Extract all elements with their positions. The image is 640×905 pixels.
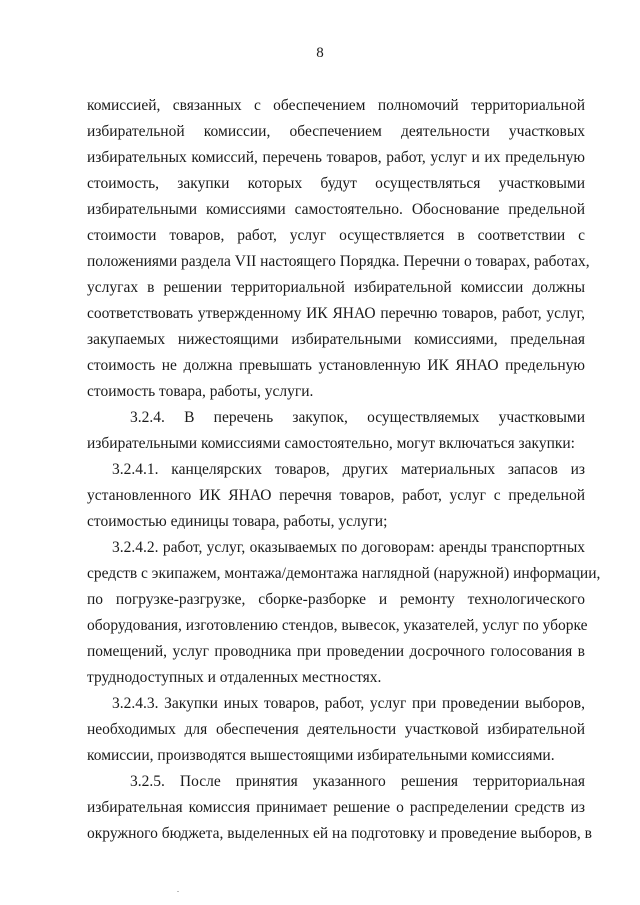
paragraph-start-3-2-4: 3.2.4. В перечень закупок, осуществляемых участковыми bbox=[130, 409, 585, 426]
text-line: услугах в решении территориальной избирательной комиссии должны bbox=[87, 279, 585, 296]
text-line: закупаемых нижестоящими избирательными комиссиями, предельная bbox=[87, 331, 585, 348]
text-line: оборудования, изготовлению стендов, вывесок, указателей, услуг по уборке bbox=[87, 617, 588, 634]
text-line: избирательная комиссия принимает решение о распределении средств из bbox=[87, 799, 585, 816]
text-line: избирательными комиссиями самостоятельно, могут включаться закупки: bbox=[87, 435, 575, 452]
text-line: положениями раздела VII настоящего Порядка. Перечни о товарах, работах, bbox=[87, 253, 590, 270]
text-line: комиссией, связанных с обеспечением полномочий территориальной bbox=[87, 97, 585, 114]
paragraph-start-3-2-5: 3.2.5. После принятия указанного решения территориальная bbox=[130, 773, 585, 790]
page-number: 8 bbox=[316, 45, 324, 61]
text-line: труднодоступных и отдаленных местностях. bbox=[87, 669, 382, 686]
text-line: избирательной комиссии, обеспечением деятельности участковых bbox=[87, 123, 585, 140]
text-line: стоимость не должна превышать установленную ИК ЯНАО предельную bbox=[87, 357, 585, 374]
text-line: по погрузке-разгрузке, сборке-разборке и ремонту технологического bbox=[87, 591, 585, 608]
paragraph-start-3-2-4-3: 3.2.4.3. Закупки иных товаров, работ, услуг при проведении выборов, bbox=[112, 695, 585, 712]
text-line: стоимости товаров, работ, услуг осуществляется в соответствии с bbox=[87, 227, 585, 244]
text-line: стоимостью единицы товара, работы, услуги; bbox=[87, 513, 388, 530]
text-line: необходимых для обеспечения деятельности участковой избирательной bbox=[87, 721, 585, 738]
text-line: комиссии, производятся вышестоящими избирательными комиссиями. bbox=[87, 747, 555, 764]
text-line: средств с экипажем, монтажа/демонтажа наглядной (наружной) информации, bbox=[87, 565, 601, 582]
scan-speck bbox=[177, 891, 179, 892]
text-line: помещений, услуг проводника при проведении досрочного голосования в bbox=[87, 643, 585, 660]
paragraph-start-3-2-4-1: 3.2.4.1. канцелярских товаров, других материальных запасов из bbox=[112, 461, 585, 478]
text-line: установленного ИК ЯНАО перечня товаров, работ, услуг с предельной bbox=[87, 487, 585, 504]
text-line: соответствовать утвержденному ИК ЯНАО перечню товаров, работ, услуг, bbox=[87, 305, 585, 322]
paragraph-start-3-2-4-2: 3.2.4.2. работ, услуг, оказываемых по договорам: аренды транспортных bbox=[112, 539, 585, 556]
text-line: избирательными комиссиями самостоятельно. Обоснование предельной bbox=[87, 201, 585, 218]
text-line: стоимость товара, работы, услуги. bbox=[87, 383, 314, 400]
text-line: избирательных комиссий, перечень товаров, работ, услуг и их предельную bbox=[87, 149, 585, 166]
text-line: окружного бюджета, выделенных ей на подготовку и проведение выборов, в bbox=[87, 825, 592, 842]
text-line: стоимость, закупки которых будут осуществляться участковыми bbox=[87, 175, 585, 192]
